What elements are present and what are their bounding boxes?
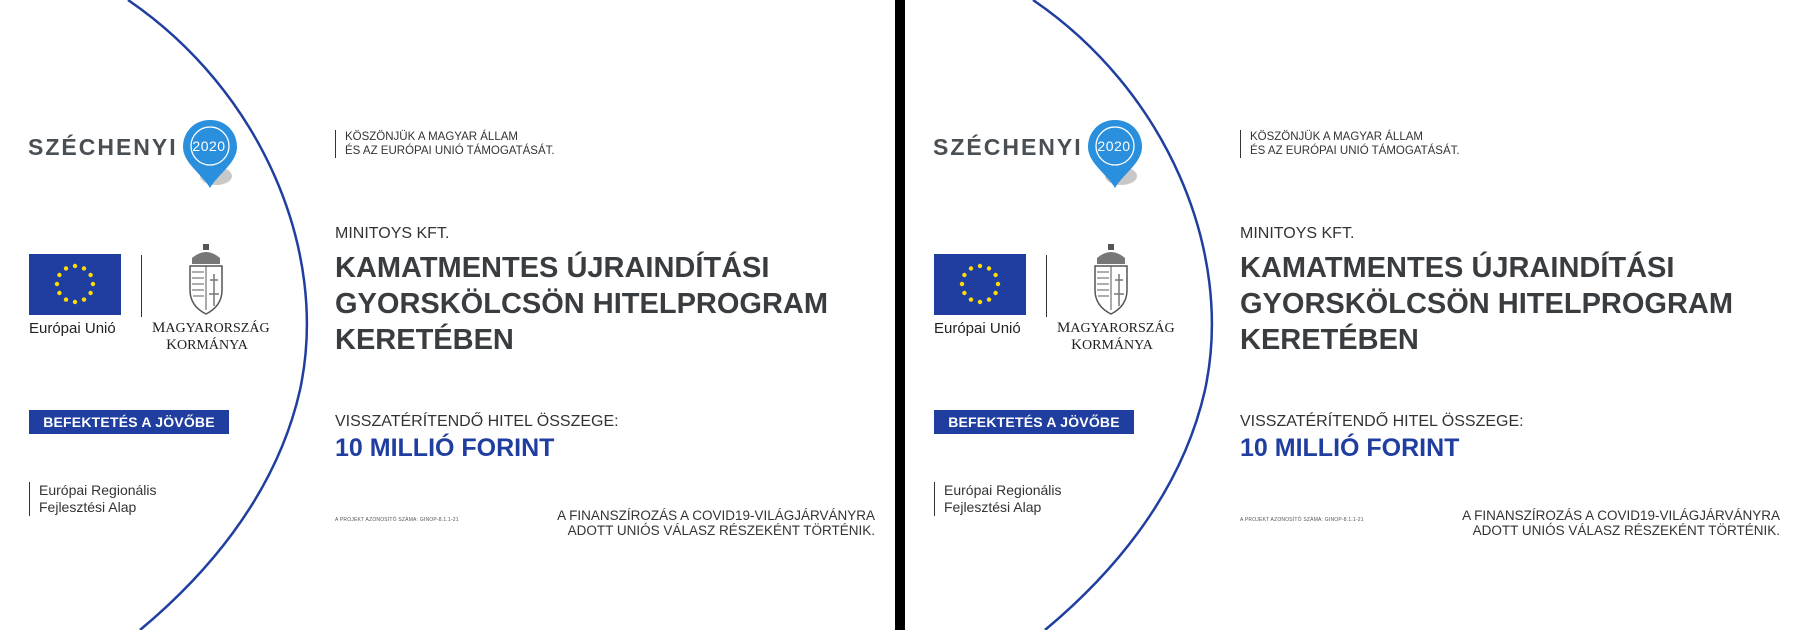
project-id: A PROJEKT AZONOSÍTÓ SZÁMA: GINOP-8.1.1-21 [335, 517, 459, 523]
eu-label: Európai Unió [934, 320, 1021, 337]
thanks-text: KÖSZÖNJÜK A MAGYAR ÁLLAM ÉS AZ EURÓPAI UNIÓ TÁMOGATÁSÁT. [335, 130, 555, 158]
szechenyi-year: 2020 [192, 138, 226, 154]
project-title: KAMATMENTES ÚJRAINDÍTÁSI GYORSKÖLCSÖN HITELPROGRAM KERETÉBEN [335, 252, 829, 356]
company-name: MINITOYS KFT. [1240, 225, 1355, 242]
eu-label: Európai Unió [29, 320, 116, 337]
map-pin-icon [180, 118, 240, 193]
szechenyi-wordmark: SZÉCHENYI [933, 134, 1083, 160]
panel-divider [895, 0, 905, 630]
szechenyi-2020-logo [28, 118, 248, 198]
poster-left [0, 0, 895, 630]
company-name: MINITOYS KFT. [335, 225, 450, 242]
eu-flag-icon [29, 254, 121, 315]
befektetes-banner: BEFEKTETÉS A JÖVŐBE [29, 410, 229, 434]
thanks-text: KÖSZÖNJÜK A MAGYAR ÁLLAM ÉS AZ EURÓPAI UNIÓ TÁMOGATÁSÁT. [1240, 130, 1460, 158]
poster-right [905, 0, 1800, 630]
befektetes-banner: BEFEKTETÉS A JÖVŐBE [934, 410, 1134, 434]
erfa-label: Európai Regionális Fejlesztési Alap [934, 482, 1062, 516]
covid-funding-note: A FINANSZÍROZÁS A COVID19-VILÁGJÁRVÁNYRA ADOTT UNIÓS VÁLASZ RÉSZEKÉNT TÖRTÉNIK. [1462, 508, 1780, 538]
szechenyi-year: 2020 [1097, 138, 1131, 154]
hungarian-crest-icon [186, 244, 226, 315]
loan-amount-label: VISSZATÉRÍTENDŐ HITEL ÖSSZEGE: [1240, 413, 1524, 430]
logo-separator [141, 255, 142, 317]
hungarian-crest-icon [1091, 244, 1131, 315]
hungarian-government-label: MAGYARORSZÁG KORMÁNYA [1057, 320, 1175, 353]
loan-amount-label: VISSZATÉRÍTENDŐ HITEL ÖSSZEGE: [335, 413, 619, 430]
loan-amount-value: 10 MILLIÓ FORINT [335, 434, 555, 462]
erfa-label: Európai Regionális Fejlesztési Alap [29, 482, 157, 516]
hungarian-government-label: MAGYARORSZÁG KORMÁNYA [152, 320, 270, 353]
szechenyi-wordmark: SZÉCHENYI [28, 134, 178, 160]
covid-funding-note: A FINANSZÍROZÁS A COVID19-VILÁGJÁRVÁNYRA ADOTT UNIÓS VÁLASZ RÉSZEKÉNT TÖRTÉNIK. [557, 508, 875, 538]
eu-flag-icon [934, 254, 1026, 315]
map-pin-icon [1085, 118, 1145, 193]
project-title: KAMATMENTES ÚJRAINDÍTÁSI GYORSKÖLCSÖN HITELPROGRAM KERETÉBEN [1240, 252, 1734, 356]
logo-separator [1046, 255, 1047, 317]
loan-amount-value: 10 MILLIÓ FORINT [1240, 434, 1460, 462]
project-id: A PROJEKT AZONOSÍTÓ SZÁMA: GINOP-8.1.1-21 [1240, 517, 1364, 523]
szechenyi-2020-logo [933, 118, 1153, 198]
